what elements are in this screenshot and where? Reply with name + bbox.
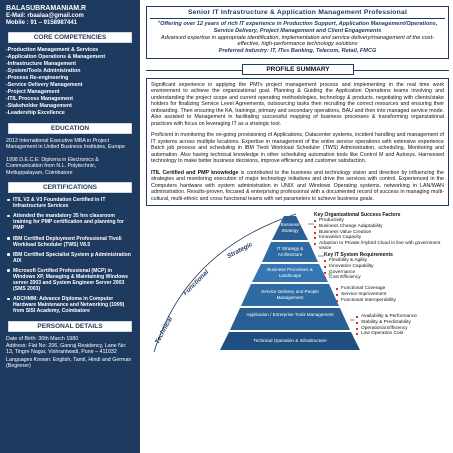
profile-summary-heading: PROFILE SUMMARY (242, 64, 354, 75)
coverage-block (336, 286, 444, 303)
availability-item: Operational Efficiency (356, 326, 446, 332)
certification-item: IBM Certified Deployment Professional Tivoli Workload Scheduler (TWS) V8.5 (6, 236, 134, 248)
success-factor: Innovation Capacity (314, 235, 444, 241)
competency-item: -Leadership Excellence (6, 110, 65, 116)
personal-details (6, 336, 134, 370)
competency-item: -Application Operations & Management (6, 54, 106, 60)
availability-item: Availability & Performance (356, 314, 446, 320)
main-content (146, 0, 449, 453)
date-of-birth: Date of Birth: 30th March 1980 (6, 335, 79, 342)
mobile-line: Mobile : 91 – 9158987441 (6, 20, 78, 26)
certification-item: Microsoft Certified Professional (MCP) in Windows XP, Managing & Maintaining Windows server 2003 and System Engineer Server 2003 (SMS 2003) (6, 268, 134, 292)
certifications-list (6, 197, 134, 315)
headline-subtitle: "Offering over 12 years of rich IT experience in Production Support, Application Management/Operations, Service Delivery, Project Management and Client Engagements (157, 21, 438, 34)
competency-pyramid-diagram (146, 210, 449, 354)
tier-label-application-tools: Application / Enterprise Tools Management (246, 312, 334, 318)
headline-title: Senior IT Infrastructure & Application Management Professional (150, 9, 445, 19)
certification-item: IBM Certified Specialist System p Administration AIX (6, 252, 134, 264)
success-factor: Business Change Adaptability (314, 224, 444, 230)
education-entry: 2013 International Executive MBA in Project Management in United Business Institutes, Europe (6, 138, 125, 151)
email-line: E-Mail: rbaalaa@gmail.com (6, 13, 84, 19)
availability-list (356, 314, 446, 336)
headline-banner (146, 6, 449, 59)
availability-block (356, 314, 446, 336)
languages: Languages Known: English, Tamil, Hindi and German (Beginner) (6, 356, 132, 370)
coverage-item: Service Improvement (336, 292, 444, 298)
competency-item: -Process Re-engineering (6, 75, 69, 81)
success-factor: Productivity (314, 218, 444, 224)
education-heading: EDUCATION (8, 123, 132, 134)
competencies-list (6, 47, 134, 117)
summary-paragraph (151, 170, 444, 203)
certification-item: Attended the mandatory 35 hrs classroom training for PMP certification and planning for PMP (6, 213, 134, 231)
tier-label-business-strategy: Business Strategy (280, 222, 300, 233)
summary-paragraph-rest: is contributed to the business and technology vision and direction by influencing the strategies and monitoring execution of major technology initiatives and drive the services with control. Experienced in the Computers hardware with system administration in UNIX and Windows Operating systems, networking in LAN/WAN administration. Results-proven, focused & enterprising professional with a documented record of success in managing multi-cultural, multi-ethnic and cross functional teams with set parameters to achieve business goals. (151, 169, 444, 202)
coverage-item: Functional Coverage (336, 286, 444, 292)
arc-label-functional: Functional (182, 269, 211, 298)
it-requirement: Flexibility & Agility (324, 258, 444, 264)
summary-bold-lead: ITIL Certified and PMP knowledge (151, 169, 239, 176)
success-factors-list (314, 218, 444, 252)
competency-item: -Production Management & Services (6, 47, 99, 53)
profile-summary-divider (146, 62, 449, 78)
availability-item: Low Operation Cost (356, 331, 446, 337)
it-requirement: Innovation Capability (324, 264, 444, 270)
core-competencies-heading: CORE COMPETENCIES (8, 32, 132, 43)
success-factor: Adoption to Private /Hybrid Cloud in line with government vision (314, 241, 444, 252)
competency-item: -Infrastructure Management (6, 61, 77, 67)
arc-label-technical: Technical (154, 316, 175, 346)
arc-label-strategic: Strategic (226, 241, 254, 261)
it-requirements-list (324, 258, 444, 280)
candidate-name: BALASUBRAMANIAM.R (6, 5, 87, 12)
availability-item: Stability & Predictability (356, 320, 446, 326)
summary-paragraph: Proficient in monitoring the on-going provisioning of Applications, Datacenter systems, incident handling and management of IT systems across multiple locations. Expertise in management of the entire service operations with extensive experience Batch job process and scheduling in IBM Tivoli Workload Scheduler (TWS) Administration, scheduling, Monitoring and automation. Also having technical knowledge in other scheduling automation tools like Control M and Autosys. Harnessed technology to make better business decisions, improve efficiency and customer satisfaction. (151, 132, 444, 165)
summary-paragraph: Significant experience in applying the PMI's project management process and implementing in the real time work environment to achieve the organizational goal. Planning & Guiding the Application Operations teams involving and understanding the project scope and current operating methodologies, technology & products, negotiating with clients/stake holders for finalizing Service Level Agreements, outsourcing tasks then recruiting the correct resources and ensuring their onboarding. Then ensuring the KA, trainings, primary and secondary operations, BAU and then into managed service mode. Also assisted to Management in facilitating successful mapping of business processes & transforming organizational practices with focus on leveraging IT as a strategic tool. (151, 81, 444, 127)
certification-item: ADCHMM: Advance Diploma in Computer Hardware Maintenance and Networking (1999) from SISI Academy, Coimbatore (6, 296, 134, 314)
success-factor: Business Value Creation (314, 230, 444, 236)
headline-statement: Advanced expertise in appropriate identification, implementation and service delivery/management of the cost-effective, high-performance technology solutions (160, 34, 434, 48)
preferred-industry: Preferred Industry: IT, ITes Banking, Telecom, Retail, FMCG (218, 48, 377, 55)
competency-item: -Service Delivery Management (6, 82, 83, 88)
it-requirements-block (324, 252, 444, 280)
it-requirement: Cost Efficiency (324, 275, 444, 281)
coverage-item: Functional Interoperability (336, 298, 444, 304)
competency-item: -ITIL Process Management (6, 96, 74, 102)
certification-item: ITIL V2 & V3 Foundation Certified in IT Infrastructure Services (6, 197, 134, 209)
tier-label-business-processes: Business Processes & Landscape (267, 267, 313, 278)
competency-item: -Project Management (6, 89, 60, 95)
tier-label-it-strategy: IT Strategy & Architecture (276, 246, 304, 257)
success-factors-block (314, 212, 444, 252)
profile-summary (146, 78, 449, 207)
competency-item: -System/Tools Administration (6, 68, 81, 74)
it-requirements-title: Key IT System Requirements (324, 252, 393, 259)
coverage-list (336, 286, 444, 303)
education-section (6, 138, 134, 176)
competency-item: -Stakeholder Management (6, 103, 72, 109)
certifications-heading: CERTIFICATIONS (8, 182, 132, 193)
education-entry: 1998 D.E.C.E: Diploma in Electronics & Communication from N.L. Polytechnic, Mettuppalayam, Coimbatore (6, 156, 99, 176)
sidebar (0, 0, 140, 453)
personal-details-heading: PERSONAL DETAILS (8, 321, 132, 332)
it-requirement: Governance (324, 270, 444, 276)
address: Address: Flat No: 206, Ganraj Residency, Lane No: 13, Tingre Nagar, Vishrantwadi, Pune – 411032 (6, 342, 127, 356)
success-factors-title: Key Organizational Success Factors (314, 212, 401, 219)
tier-label-service-delivery: Service Delivery and People Management (261, 289, 319, 300)
tier-label-technical-operation: Technical Operation & Infrastructure (253, 338, 327, 344)
